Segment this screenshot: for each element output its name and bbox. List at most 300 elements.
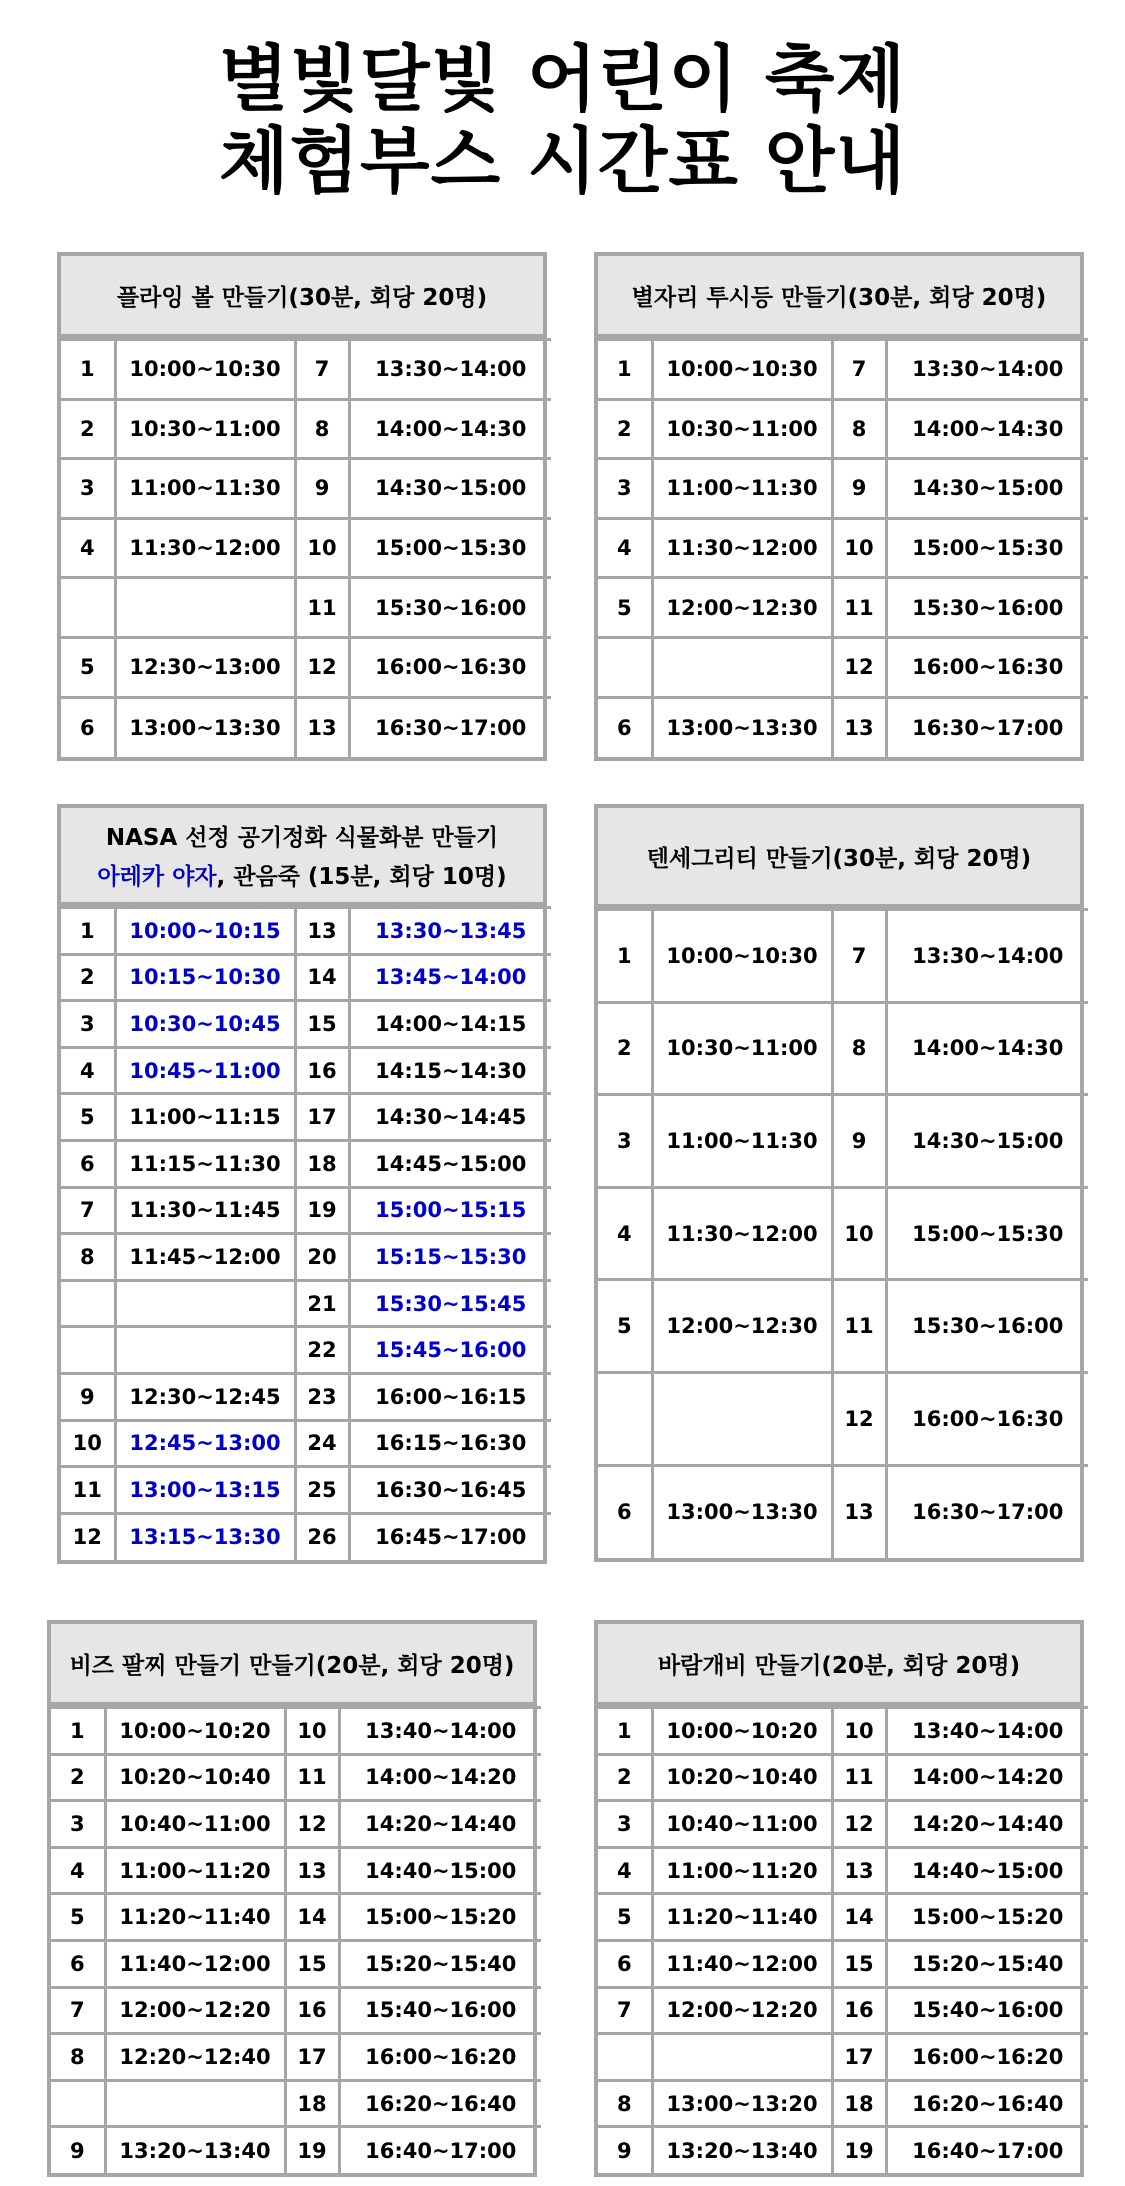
session-number: 8 <box>51 2034 105 2081</box>
table-row <box>598 1801 1088 1848</box>
session-number: 8 <box>832 399 886 459</box>
table-row <box>598 340 1088 400</box>
session-time: 10:40~11:00 <box>105 1801 285 1848</box>
session-number: 6 <box>51 1940 105 1987</box>
session-time: 16:45~17:00 <box>349 1513 551 1560</box>
booth-subtitle <box>97 858 506 891</box>
session-time: 14:30~15:00 <box>349 459 551 519</box>
session-number: 2 <box>61 399 115 459</box>
session-time: 10:00~10:30 <box>115 340 295 400</box>
session-number: 12 <box>832 1801 886 1848</box>
table-row <box>61 1467 551 1514</box>
table-row <box>598 637 1088 697</box>
table-row <box>598 1372 1088 1465</box>
table-row <box>61 1280 551 1327</box>
session-number: 11 <box>832 1280 886 1373</box>
session-number: 4 <box>51 1847 105 1894</box>
table-row <box>61 1420 551 1467</box>
session-number: 19 <box>285 2127 339 2174</box>
session-time: 15:00~15:30 <box>886 518 1088 578</box>
session-time: 10:30~10:45 <box>115 1001 295 1048</box>
session-time: 15:20~15:40 <box>339 1940 541 1987</box>
session-time: 16:00~16:20 <box>886 2034 1088 2081</box>
schedule-table <box>51 1706 541 2173</box>
session-time: 14:00~14:30 <box>886 1002 1088 1095</box>
session-time: 14:00~14:20 <box>886 1754 1088 1801</box>
session-time: 14:20~14:40 <box>339 1801 541 1848</box>
session-number: 13 <box>832 1847 886 1894</box>
session-time: 10:30~11:00 <box>652 399 832 459</box>
session-time: 10:20~10:40 <box>105 1754 285 1801</box>
session-number: 6 <box>598 697 652 757</box>
session-number: 2 <box>598 1754 652 1801</box>
session-time: 14:45~15:00 <box>349 1140 551 1187</box>
session-number: 4 <box>598 1847 652 1894</box>
session-number <box>598 1372 652 1465</box>
session-time: 12:00~12:30 <box>652 578 832 638</box>
table-row <box>598 1095 1088 1188</box>
session-number: 13 <box>295 697 349 757</box>
session-number: 12 <box>832 1372 886 1465</box>
session-time: 16:15~16:30 <box>349 1420 551 1467</box>
session-time: 15:40~16:00 <box>886 1987 1088 2034</box>
session-time: 16:00~16:30 <box>349 637 551 697</box>
schedule-table <box>598 908 1088 1558</box>
schedule-table <box>598 1706 1088 2173</box>
table-row <box>598 1894 1088 1941</box>
session-number: 7 <box>51 1987 105 2034</box>
session-number: 10 <box>285 1708 339 1755</box>
session-time: 10:30~11:00 <box>652 1002 832 1095</box>
booth-header <box>598 256 1080 338</box>
session-number: 9 <box>51 2127 105 2174</box>
session-time: 15:00~15:20 <box>339 1894 541 1941</box>
session-number: 10 <box>832 1708 886 1755</box>
session-number: 15 <box>832 1940 886 1987</box>
session-time: 13:30~14:00 <box>886 910 1088 1003</box>
session-time: 15:00~15:15 <box>349 1187 551 1234</box>
session-time: 12:00~12:20 <box>105 1987 285 2034</box>
session-time <box>115 578 295 638</box>
session-time: 16:00~16:15 <box>349 1373 551 1420</box>
table-row <box>598 518 1088 578</box>
table-row <box>51 1987 541 2034</box>
session-time: 11:30~12:00 <box>115 518 295 578</box>
session-time: 13:30~14:00 <box>886 340 1088 400</box>
session-time: 14:30~14:45 <box>349 1094 551 1141</box>
table-row <box>51 2127 541 2174</box>
session-number: 9 <box>832 1095 886 1188</box>
session-number: 19 <box>832 2127 886 2174</box>
session-number: 18 <box>832 2080 886 2127</box>
session-time: 11:20~11:40 <box>652 1894 832 1941</box>
session-number: 4 <box>598 1187 652 1280</box>
title-line-1: 별빛달빛 어린이 축제 <box>218 37 907 121</box>
session-number: 19 <box>295 1187 349 1234</box>
table-row <box>61 1187 551 1234</box>
session-time <box>115 1280 295 1327</box>
table-row <box>598 1280 1088 1373</box>
table-row <box>61 637 551 697</box>
table-row <box>51 1754 541 1801</box>
session-number: 26 <box>295 1513 349 1560</box>
session-time: 11:00~11:15 <box>115 1094 295 1141</box>
session-number: 13 <box>832 1465 886 1558</box>
session-number: 4 <box>61 518 115 578</box>
session-time: 16:40~17:00 <box>886 2127 1088 2174</box>
table-row <box>598 1940 1088 1987</box>
session-number: 2 <box>61 954 115 1001</box>
session-time: 13:40~14:00 <box>339 1708 541 1755</box>
table-row <box>61 1234 551 1281</box>
session-number <box>61 1327 115 1374</box>
session-time: 11:00~11:20 <box>105 1847 285 1894</box>
session-number: 12 <box>61 1513 115 1560</box>
session-number: 20 <box>295 1234 349 1281</box>
session-time: 16:20~16:40 <box>886 2080 1088 2127</box>
session-number: 1 <box>61 340 115 400</box>
session-time: 16:00~16:30 <box>886 637 1088 697</box>
table-row <box>61 1047 551 1094</box>
session-number: 3 <box>598 1095 652 1188</box>
table-row <box>61 954 551 1001</box>
page-title <box>0 38 1125 202</box>
table-row <box>61 518 551 578</box>
session-number: 16 <box>295 1047 349 1094</box>
session-time: 10:20~10:40 <box>652 1754 832 1801</box>
session-time <box>115 1327 295 1374</box>
session-number: 10 <box>61 1420 115 1467</box>
session-number: 17 <box>832 2034 886 2081</box>
session-number: 24 <box>295 1420 349 1467</box>
session-number: 8 <box>832 1002 886 1095</box>
schedule-table <box>61 906 551 1560</box>
table-row <box>61 399 551 459</box>
booth-tensegrity <box>594 804 1084 1562</box>
session-number: 5 <box>61 1094 115 1141</box>
session-number: 5 <box>598 578 652 638</box>
session-time: 13:20~13:40 <box>105 2127 285 2174</box>
session-number: 17 <box>285 2034 339 2081</box>
table-row <box>598 1187 1088 1280</box>
schedule-table <box>598 338 1088 757</box>
session-number: 6 <box>61 697 115 757</box>
session-time: 15:30~15:45 <box>349 1280 551 1327</box>
session-time: 13:00~13:30 <box>652 697 832 757</box>
session-time: 11:00~11:30 <box>652 459 832 519</box>
table-row <box>61 1094 551 1141</box>
session-time: 11:40~12:00 <box>652 1940 832 1987</box>
session-time: 15:30~16:00 <box>886 1280 1088 1373</box>
session-number: 6 <box>61 1140 115 1187</box>
session-time: 14:20~14:40 <box>886 1801 1088 1848</box>
session-number: 9 <box>61 1373 115 1420</box>
session-number: 22 <box>295 1327 349 1374</box>
table-row <box>51 1708 541 1755</box>
session-number: 5 <box>598 1894 652 1941</box>
booth-pinwheel <box>594 1620 1084 2177</box>
session-time: 16:20~16:40 <box>339 2080 541 2127</box>
session-number: 10 <box>832 518 886 578</box>
session-time: 11:00~11:30 <box>115 459 295 519</box>
session-number: 15 <box>285 1940 339 1987</box>
session-number <box>61 1280 115 1327</box>
booth-constellation-lamp <box>594 252 1084 761</box>
session-time: 11:30~11:45 <box>115 1187 295 1234</box>
session-number: 11 <box>295 578 349 638</box>
session-number: 7 <box>295 340 349 400</box>
session-number: 1 <box>598 910 652 1003</box>
session-number: 13 <box>285 1847 339 1894</box>
session-time: 10:00~10:15 <box>115 908 295 955</box>
session-number: 2 <box>598 1002 652 1095</box>
session-number: 14 <box>832 1894 886 1941</box>
session-time: 13:00~13:15 <box>115 1467 295 1514</box>
table-row <box>598 399 1088 459</box>
table-row <box>51 2080 541 2127</box>
session-time: 16:00~16:20 <box>339 2034 541 2081</box>
booth-header <box>598 808 1080 908</box>
session-number <box>598 637 652 697</box>
table-row <box>61 459 551 519</box>
session-time: 11:00~11:20 <box>652 1847 832 1894</box>
session-number: 8 <box>61 1234 115 1281</box>
session-number: 25 <box>295 1467 349 1514</box>
table-row <box>598 1002 1088 1095</box>
table-row <box>598 2127 1088 2174</box>
session-time: 13:45~14:00 <box>349 954 551 1001</box>
booth-title: 플라잉 볼 만들기(30분, 회당 20명) <box>116 284 488 311</box>
table-row <box>51 1940 541 1987</box>
session-number: 23 <box>295 1373 349 1420</box>
session-number: 12 <box>832 637 886 697</box>
session-number: 9 <box>295 459 349 519</box>
session-number <box>598 2034 652 2081</box>
session-number: 6 <box>598 1465 652 1558</box>
booth-title: NASA 선정 공기정화 식물화분 만들기 <box>105 825 499 851</box>
session-number: 9 <box>598 2127 652 2174</box>
session-time: 15:20~15:40 <box>886 1940 1088 1987</box>
session-time: 12:00~12:30 <box>652 1280 832 1373</box>
session-time: 16:30~17:00 <box>886 697 1088 757</box>
session-number: 10 <box>832 1187 886 1280</box>
session-number: 11 <box>832 578 886 638</box>
session-number: 4 <box>598 518 652 578</box>
session-time: 13:00~13:20 <box>652 2080 832 2127</box>
session-number: 7 <box>832 910 886 1003</box>
session-number: 7 <box>598 1987 652 2034</box>
session-time: 11:20~11:40 <box>105 1894 285 1941</box>
session-number: 5 <box>61 637 115 697</box>
session-time: 14:00~14:30 <box>886 399 1088 459</box>
session-time: 10:30~11:00 <box>115 399 295 459</box>
table-row <box>61 1001 551 1048</box>
table-row <box>61 1327 551 1374</box>
booth-flying-ball <box>57 252 547 761</box>
session-number: 1 <box>598 1708 652 1755</box>
session-time: 15:00~15:30 <box>349 518 551 578</box>
session-number: 5 <box>51 1894 105 1941</box>
session-time: 11:30~12:00 <box>652 1187 832 1280</box>
session-time: 14:00~14:20 <box>339 1754 541 1801</box>
session-number: 21 <box>295 1280 349 1327</box>
session-time: 10:40~11:00 <box>652 1801 832 1848</box>
session-number: 11 <box>285 1754 339 1801</box>
session-time: 15:00~15:20 <box>886 1894 1088 1941</box>
session-number: 15 <box>295 1001 349 1048</box>
session-time: 16:30~17:00 <box>886 1465 1088 1558</box>
session-time: 16:30~17:00 <box>349 697 551 757</box>
table-row <box>61 908 551 955</box>
table-row <box>598 1708 1088 1755</box>
session-number: 1 <box>598 340 652 400</box>
session-time: 11:15~11:30 <box>115 1140 295 1187</box>
session-time: 14:40~15:00 <box>339 1847 541 1894</box>
table-row <box>598 578 1088 638</box>
booth-header <box>61 256 543 338</box>
session-number: 11 <box>61 1467 115 1514</box>
table-row <box>61 578 551 638</box>
session-number: 9 <box>832 459 886 519</box>
session-time: 13:20~13:40 <box>652 2127 832 2174</box>
booth-title: 텐세그리티 만들기(30분, 회당 20명) <box>646 845 1032 872</box>
title-line-2: 체험부스 시간표 안내 <box>218 119 907 203</box>
booth-header <box>51 1624 533 1706</box>
table-row <box>598 1465 1088 1558</box>
schedule-table <box>61 338 551 757</box>
session-number: 4 <box>61 1047 115 1094</box>
session-time: 13:00~13:30 <box>115 697 295 757</box>
session-number: 13 <box>832 697 886 757</box>
booth-title: 별자리 투시등 만들기(30분, 회당 20명) <box>631 284 1047 311</box>
session-number <box>61 578 115 638</box>
booth-title: 바람개비 만들기(20분, 회당 20명) <box>657 1652 1021 1679</box>
booth-bead-bracelet <box>47 1620 537 2177</box>
session-time: 10:00~10:30 <box>652 340 832 400</box>
session-number: 8 <box>598 2080 652 2127</box>
table-row <box>61 1373 551 1420</box>
session-time: 13:40~14:00 <box>886 1708 1088 1755</box>
session-time <box>105 2080 285 2127</box>
session-time: 14:00~14:30 <box>349 399 551 459</box>
session-number: 10 <box>295 518 349 578</box>
session-time: 11:30~12:00 <box>652 518 832 578</box>
session-time: 16:00~16:30 <box>886 1372 1088 1465</box>
session-time: 16:30~16:45 <box>349 1467 551 1514</box>
session-time: 12:30~13:00 <box>115 637 295 697</box>
session-number: 17 <box>295 1094 349 1141</box>
session-number: 3 <box>598 1801 652 1848</box>
session-time <box>652 637 832 697</box>
session-number: 13 <box>295 908 349 955</box>
booth-subtitle-rest: , 관음죽 (15분, 회당 10명) <box>216 864 507 890</box>
session-time: 10:00~10:20 <box>652 1708 832 1755</box>
booth-title: 비즈 팔찌 만들기 만들기(20분, 회당 20명) <box>69 1652 515 1679</box>
session-time: 11:00~11:30 <box>652 1095 832 1188</box>
session-number: 12 <box>285 1801 339 1848</box>
session-time: 13:30~14:00 <box>349 340 551 400</box>
session-time: 11:40~12:00 <box>105 1940 285 1987</box>
table-row <box>598 910 1088 1003</box>
session-number: 14 <box>295 954 349 1001</box>
table-row <box>51 1847 541 1894</box>
session-time: 13:00~13:30 <box>652 1465 832 1558</box>
session-number: 7 <box>61 1187 115 1234</box>
session-number: 3 <box>51 1801 105 1848</box>
table-row <box>598 2080 1088 2127</box>
session-number: 16 <box>285 1987 339 2034</box>
session-time: 12:20~12:40 <box>105 2034 285 2081</box>
session-time: 15:30~16:00 <box>886 578 1088 638</box>
session-number: 8 <box>295 399 349 459</box>
session-number: 2 <box>51 1754 105 1801</box>
session-time: 14:00~14:15 <box>349 1001 551 1048</box>
session-time: 10:15~10:30 <box>115 954 295 1001</box>
session-time: 12:30~12:45 <box>115 1373 295 1420</box>
table-row <box>51 1894 541 1941</box>
table-row <box>51 1801 541 1848</box>
session-number <box>51 2080 105 2127</box>
session-time: 15:15~15:30 <box>349 1234 551 1281</box>
session-time: 12:45~13:00 <box>115 1420 295 1467</box>
session-time: 10:00~10:30 <box>652 910 832 1003</box>
table-row <box>598 1847 1088 1894</box>
table-row <box>61 340 551 400</box>
session-time: 15:30~16:00 <box>349 578 551 638</box>
session-number: 1 <box>61 908 115 955</box>
table-row <box>61 1513 551 1560</box>
session-number: 3 <box>598 459 652 519</box>
session-time: 15:00~15:30 <box>886 1187 1088 1280</box>
table-row <box>61 697 551 757</box>
session-time: 14:40~15:00 <box>886 1847 1088 1894</box>
table-row <box>598 1754 1088 1801</box>
session-time: 14:15~14:30 <box>349 1047 551 1094</box>
session-time: 12:00~12:20 <box>652 1987 832 2034</box>
session-time: 15:40~16:00 <box>339 1987 541 2034</box>
session-time: 10:00~10:20 <box>105 1708 285 1755</box>
highlight-plant-name: 아레카 야자 <box>97 864 217 890</box>
table-row <box>598 1987 1088 2034</box>
session-time: 16:40~17:00 <box>339 2127 541 2174</box>
booth-header <box>598 1624 1080 1706</box>
session-number: 3 <box>61 1001 115 1048</box>
session-time: 13:30~13:45 <box>349 908 551 955</box>
session-time: 11:45~12:00 <box>115 1234 295 1281</box>
table-row <box>598 459 1088 519</box>
session-number: 2 <box>598 399 652 459</box>
session-time <box>652 2034 832 2081</box>
session-time <box>652 1372 832 1465</box>
session-time: 14:30~15:00 <box>886 1095 1088 1188</box>
session-number: 18 <box>285 2080 339 2127</box>
booth-air-purifying-plant <box>57 804 547 1564</box>
session-number: 14 <box>285 1894 339 1941</box>
session-time: 15:45~16:00 <box>349 1327 551 1374</box>
booth-header <box>61 808 543 906</box>
session-number: 5 <box>598 1280 652 1373</box>
session-number: 3 <box>61 459 115 519</box>
table-row <box>598 2034 1088 2081</box>
session-time: 10:45~11:00 <box>115 1047 295 1094</box>
table-row <box>61 1140 551 1187</box>
session-number: 12 <box>295 637 349 697</box>
session-number: 11 <box>832 1754 886 1801</box>
session-time: 13:15~13:30 <box>115 1513 295 1560</box>
table-row <box>51 2034 541 2081</box>
session-number: 16 <box>832 1987 886 2034</box>
session-number: 6 <box>598 1940 652 1987</box>
